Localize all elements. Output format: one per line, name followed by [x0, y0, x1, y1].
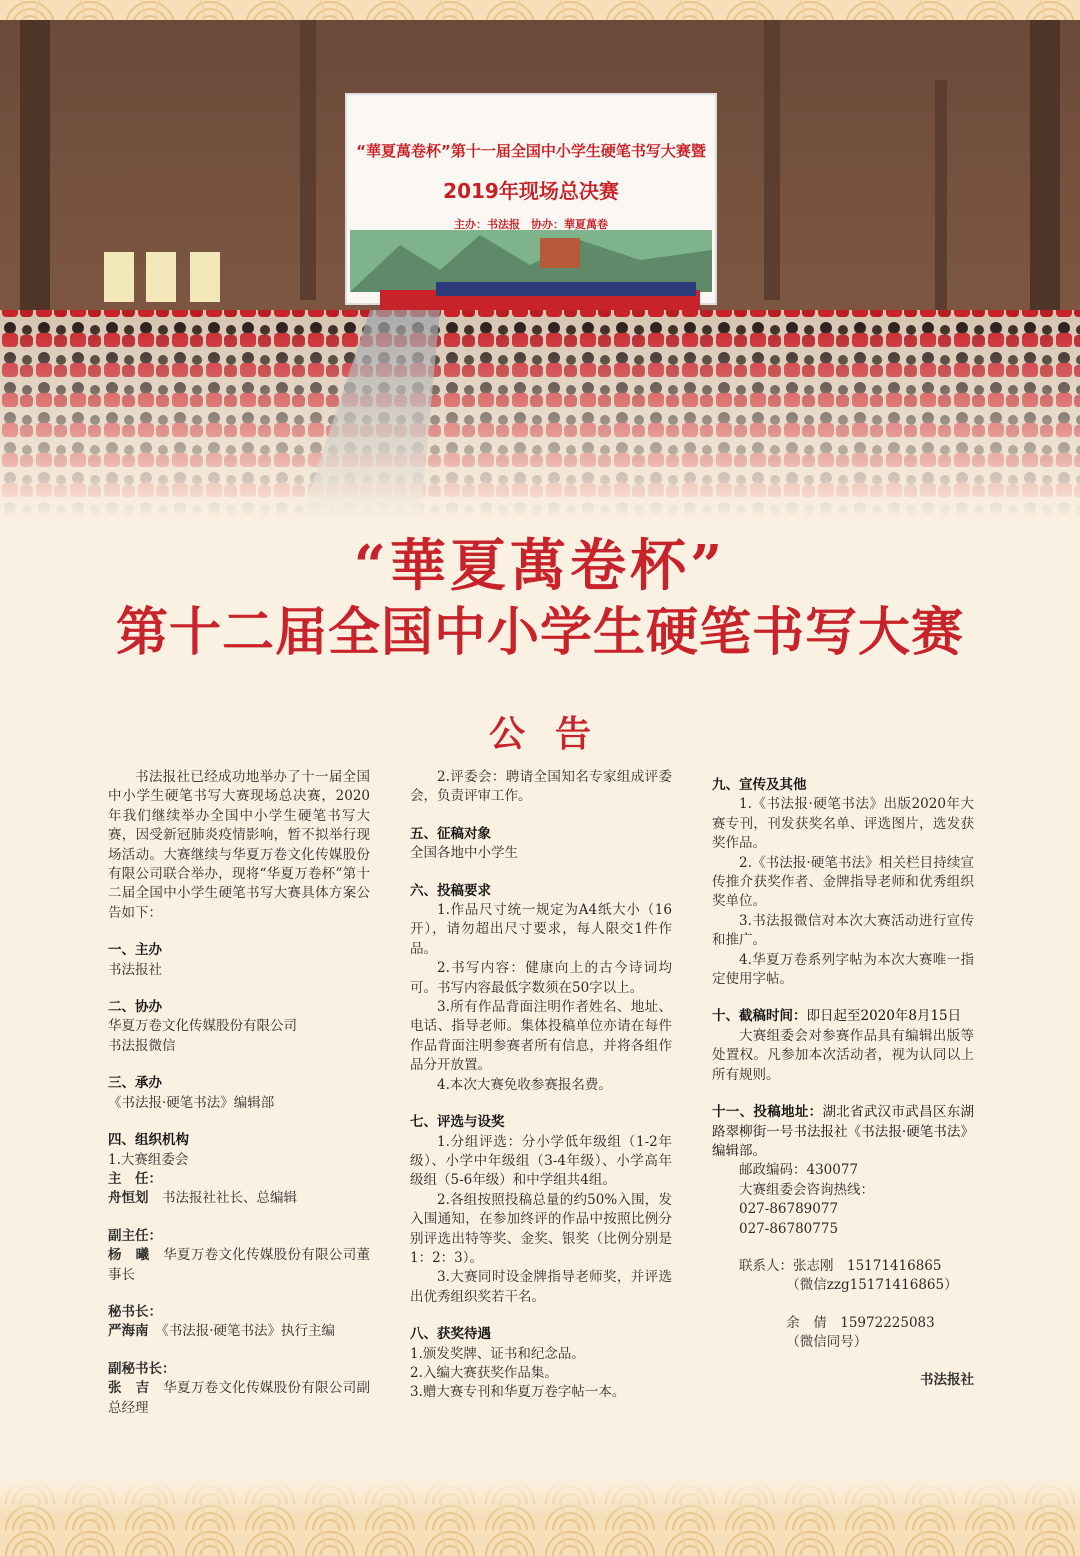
- section-3-text: 《书法报·硬笔书法》编辑部: [108, 1094, 275, 1111]
- section-8-item-2: 2.入编大赛获奖作品集。: [410, 1364, 558, 1381]
- section-1-text: 书法报社: [108, 961, 162, 978]
- section-8-item-1: 1.颁发奖牌、证书和纪念品。: [410, 1345, 585, 1362]
- section-3-heading: 三、承办: [108, 1075, 162, 1092]
- secretary-line: [108, 1322, 370, 1341]
- chair-label: 主 任：: [108, 1170, 162, 1187]
- section-10-heading: 十、截稿时间：: [712, 1008, 807, 1025]
- screen-line-3: 主办：书法报 协办：華夏萬卷: [454, 218, 608, 231]
- deputy-secretary-role: 华夏万卷文化传媒股份有限公司副总经理: [108, 1380, 371, 1416]
- chair-role: 书法报社社长、总编辑: [162, 1190, 297, 1207]
- section-8-heading: 八、获奖待遇: [410, 1326, 491, 1343]
- column-3: [712, 768, 974, 1390]
- vice-chair-line: [108, 1246, 370, 1285]
- section-2-heading: 二、协办: [108, 999, 162, 1016]
- hotline-phone-2: 027-86780775: [739, 1220, 839, 1237]
- deputy-secretary-label: 副秘书长：: [108, 1360, 176, 1377]
- section-7-item-2: 2.各组按照投稿总量的约50%入围，发入围通知，在参加终评的作品中按照比例分别评选出特等奖、金奖、银奖（比例分别是1：2：3）。: [410, 1191, 672, 1266]
- intro-paragraph: 书法报社已经成功地举办了十一届全国中小学生硬笔书写大赛现场总决赛，2020年我们继续举办全国中小学生硬笔书写大赛，因受新冠肺炎疫情影响，暂不拟举行现场活动。大赛继续与华夏万卷文化传媒股份有限公司联合举办，现将“华夏万卷杯”第十二届全国中小学生硬笔书写大赛具体方案公告如下：: [108, 769, 370, 921]
- signoff: 书法报社: [920, 1371, 974, 1388]
- hotline-label: 大赛组委会咨询热线：: [739, 1181, 874, 1198]
- deputy-secretary-line: [108, 1379, 370, 1418]
- section-6-item-1: 1.作品尺寸统一规定为A4纸大小（16开），请勿超出尺寸要求，每人限交1件作品。: [410, 902, 672, 957]
- section-9-item-3: 3.书法报微信对本次大赛活动进行宣传和推广。: [712, 912, 974, 949]
- column-2: [410, 768, 672, 1403]
- section-6-item-3: 3.所有作品背面注明作者姓名、地址、电话、指导老师。集体投稿单位亦请在每件作品背面注明参赛者所有信息，并将各组作品分开放置。: [410, 999, 672, 1074]
- chair-name: 舟恒划: [108, 1190, 149, 1207]
- contest-hall-photo: [0, 20, 1080, 520]
- screen-line-2: 2019年现场总决赛: [443, 179, 619, 203]
- deputy-secretary-name: 张 吉: [108, 1380, 150, 1397]
- section-1-heading: 一、主办: [108, 942, 162, 959]
- section-9-heading: 九、宣传及其他: [712, 777, 807, 793]
- screen-banner: [348, 116, 714, 232]
- postcode: 邮政编码：430077: [739, 1162, 859, 1179]
- contact-2: 余 倩 15972225083: [786, 1314, 935, 1331]
- section-4-heading: 四、组织机构: [108, 1132, 189, 1149]
- section-7-heading: 七、评选与设奖: [410, 1114, 505, 1131]
- section-9-item-2: 2.《书法报·硬笔书法》相关栏目持续宣传推介获奖作者、金牌指导老师和优秀组织奖单位。: [712, 854, 974, 910]
- vice-chair-name: 杨 曦: [108, 1247, 150, 1264]
- contact-1: 联系人：张志刚 15171416865: [739, 1257, 942, 1274]
- section-5-text: 全国各地中小学生: [410, 845, 518, 862]
- secretary-role: 《书法报·硬笔书法》执行主编: [162, 1323, 336, 1340]
- section-2-text-1: 华夏万卷文化传媒股份有限公司: [108, 1018, 297, 1035]
- section-9-item-1: 1.《书法报·硬笔书法》出版2020年大赛专刊，刊发获奖名单、评选图片，选发获奖作品。: [712, 796, 974, 852]
- hotline-phone-1: 027-86789077: [739, 1201, 839, 1218]
- main-title: 第十二届全国中小学生硬笔书写大赛: [115, 603, 964, 663]
- bottom-wave-band: [0, 1478, 1080, 1556]
- section-2-text-2: 书法报微信: [108, 1037, 176, 1054]
- section-6-item-4: 4.本次大赛免收参赛报名费。: [437, 1076, 612, 1093]
- section-10-deadline: 即日起至2020年8月15日: [806, 1008, 962, 1025]
- section-10-text: 大赛组委会对参赛作品具有编辑出版等处置权。凡参加本次活动者，视为认同以上所有规则。: [712, 1027, 974, 1083]
- committee-label: 1.大赛组委会: [108, 1151, 189, 1168]
- notice-title: 公告: [488, 714, 621, 755]
- vice-chair-label: 副主任：: [108, 1227, 162, 1244]
- cup-title: “華夏萬卷杯”: [353, 533, 727, 599]
- section-8-item-3: 3.赠大赛专刊和华夏万卷字帖一本。: [410, 1384, 626, 1401]
- screen-line-1: “華夏萬卷杯”第十一届全国中小学生硬笔书写大赛暨: [356, 142, 706, 160]
- vice-chair-role: 华夏万卷文化传媒股份有限公司董事长: [108, 1247, 371, 1283]
- secretary-name: 严海南: [108, 1323, 149, 1340]
- section-10-block: [712, 1007, 974, 1026]
- secretary-label: 秘书长：: [108, 1303, 162, 1320]
- section-11-block: [712, 1103, 974, 1161]
- jury-text: 2.评委会：聘请全国知名专家组成评委会，负责评审工作。: [410, 769, 672, 805]
- section-7-item-1: 1.分组评选：分小学低年级组（1-2年级）、小学中年级组（3-4年级）、小学高年级组（5-6年级）和中学组共4组。: [410, 1133, 672, 1189]
- chair-line: [108, 1189, 370, 1208]
- contact-2-wechat: （微信同号）: [786, 1334, 868, 1351]
- section-7-item-3: 3.大赛同时设金牌指导老师奖，并评选出优秀组织奖若干名。: [410, 1269, 672, 1305]
- section-11-heading: 十一、投稿地址：: [712, 1104, 823, 1121]
- section-9-item-4: 4.华夏万卷系列字帖为本次大赛唯一指定使用字帖。: [712, 951, 974, 988]
- contact-1-wechat: （微信zzg15171416865）: [786, 1277, 958, 1294]
- section-11-address: 湖北省武汉市武昌区东湖路翠柳街一号书法报社《书法报·硬笔书法》编辑部。: [712, 1104, 975, 1159]
- section-6-heading: 六、投稿要求: [410, 882, 491, 899]
- section-6-item-2: 2.书写内容：健康向上的古今诗词均可。书写内容最低字数须在50字以上。: [410, 960, 672, 996]
- column-1: [108, 768, 370, 1418]
- section-5-heading: 五、征稿对象: [410, 825, 491, 842]
